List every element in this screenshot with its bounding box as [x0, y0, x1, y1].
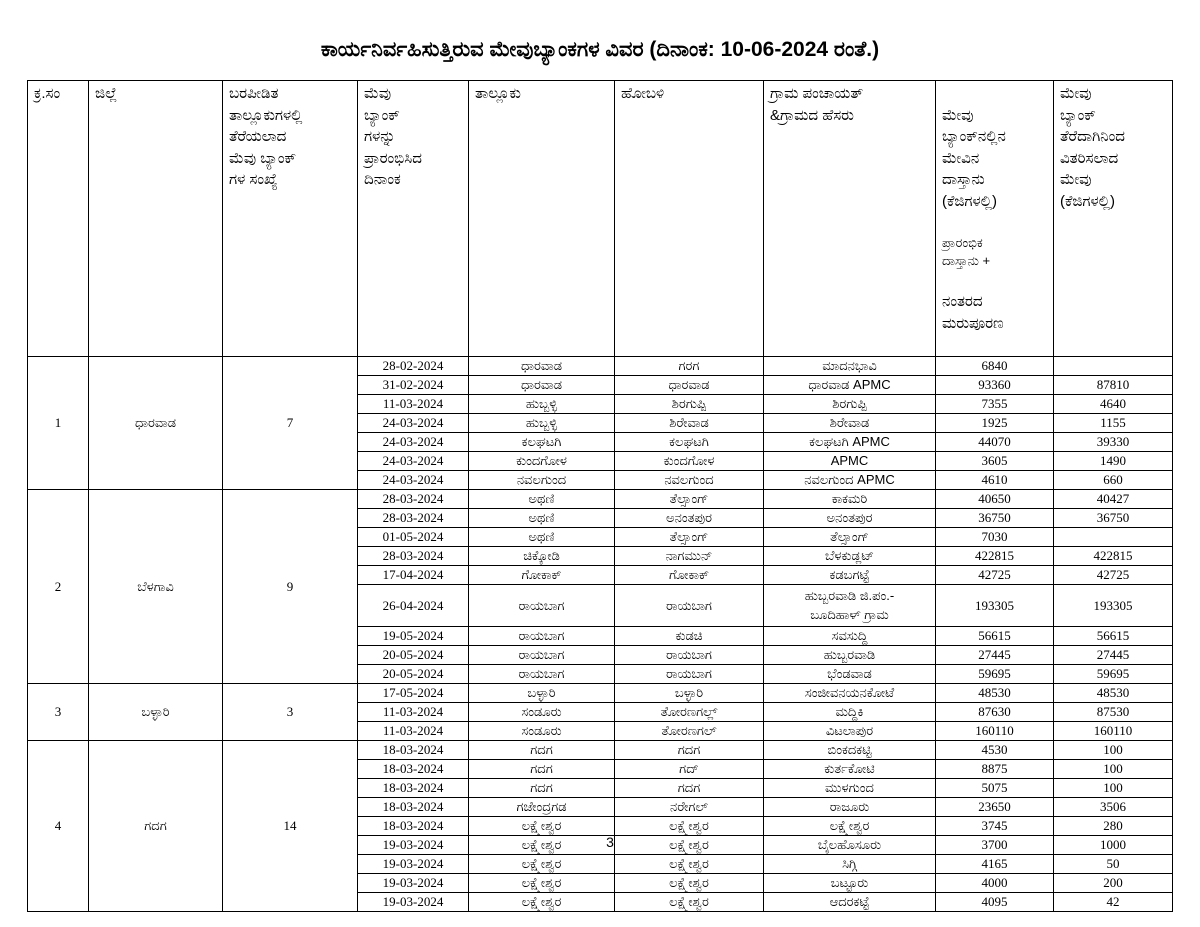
taluk-cell: ಲಕ್ಷ್ಮೇಶ್ವರ: [469, 873, 615, 892]
village-cell: ಬಟ್ಟೂರು: [764, 873, 936, 892]
hobli-cell: ಗದ್: [615, 759, 764, 778]
hobli-cell: ಶಿರಗುಪ್ಪಿ: [615, 394, 764, 413]
district-cell: ಧಾರವಾಡ: [89, 356, 223, 489]
fodder-distributed-cell: 1490: [1054, 451, 1173, 470]
fodder-distributed-cell: 193305: [1054, 584, 1173, 626]
hobli-cell: ಗದಗ: [615, 778, 764, 797]
taluk-cell: ಧಾರವಾಡ: [469, 356, 615, 375]
fodder-stock-cell: 422815: [936, 546, 1054, 565]
village-cell: ನವಲಗುಂದ APMC: [764, 470, 936, 489]
fodder-distributed-cell: 27445: [1054, 645, 1173, 664]
fodder-distributed-cell: 3506: [1054, 797, 1173, 816]
village-cell: ವಿಟಲಾಪುರ: [764, 721, 936, 740]
district-cell: ಬೆಳಗಾವಿ: [89, 489, 223, 683]
fodder-stock-cell: 93360: [936, 375, 1054, 394]
hobli-cell: ಲಕ್ಷ್ಮೇಶ್ವರ: [615, 873, 764, 892]
taluk-cell: ಲಕ್ಷ್ಮೇಶ್ವರ: [469, 835, 615, 854]
taluk-cell: ಲಕ್ಷ್ಮೇಶ್ವರ: [469, 892, 615, 911]
fodder-stock-cell: 3605: [936, 451, 1054, 470]
fodder-stock-cell: 44070: [936, 432, 1054, 451]
hobli-cell: ಕುಂದಗೋಳ: [615, 451, 764, 470]
fodder-stock-cell: 23650: [936, 797, 1054, 816]
taluk-cell: ಗದಗ: [469, 759, 615, 778]
fodder-stock-cell: 4000: [936, 873, 1054, 892]
start-date-cell: 31-02-2024: [358, 375, 469, 394]
serial-number-cell: 2: [28, 489, 89, 683]
hobli-cell: ತೋರಣಗಲ್: [615, 721, 764, 740]
fodder-distributed-cell: 87530: [1054, 702, 1173, 721]
start-date-cell: 26-04-2024: [358, 584, 469, 626]
table-row: [28, 356, 1173, 375]
village-cell: ಹುಬ್ಬರವಾಡಿ ಜಿ.ಪಂ.- ಬೂದಿಹಾಳ್ ಗ್ರಾಮ: [764, 584, 936, 626]
fodder-stock-cell: 5075: [936, 778, 1054, 797]
fodder-distributed-cell: 660: [1054, 470, 1173, 489]
fodder-distributed-cell: 42725: [1054, 565, 1173, 584]
taluk-cell: ಗದಗ: [469, 740, 615, 759]
taluk-cell: ಗೋಕಾಕ್: [469, 565, 615, 584]
fodder-stock-cell: 1925: [936, 413, 1054, 432]
hobli-cell: ನವಲಗುಂದ: [615, 470, 764, 489]
start-date-cell: 19-03-2024: [358, 892, 469, 911]
fodder-distributed-cell: 200: [1054, 873, 1173, 892]
fodder-bank-table: [27, 80, 1173, 912]
village-cell: ರಾಜೂರು: [764, 797, 936, 816]
village-cell: ಸವಸುದ್ದಿ: [764, 626, 936, 645]
fodder-stock-cell: 36750: [936, 508, 1054, 527]
fodder-distributed-cell: 280: [1054, 816, 1173, 835]
hobli-cell: ತೆಲ್ಸಾಂಗ್: [615, 527, 764, 546]
taluk-cell: ಲಕ್ಷ್ಮೇಶ್ವರ: [469, 854, 615, 873]
fodder-distributed-cell: 59695: [1054, 664, 1173, 683]
hobli-cell: ಶಿರೇವಾಡ: [615, 413, 764, 432]
fodder-distributed-cell: 40427: [1054, 489, 1173, 508]
taluk-cell: ಚಿಕ್ಕೋಡಿ: [469, 546, 615, 565]
taluk-cell: ಹುಬ್ಬಳ್ಳಿ: [469, 413, 615, 432]
hobli-cell: ಲಕ್ಷ್ಮೇಶ್ವರ: [615, 816, 764, 835]
fodder-stock-cell: 48530: [936, 683, 1054, 702]
fodder-distributed-cell: 1155: [1054, 413, 1173, 432]
taluk-cell: ಸಂಡೂರು: [469, 702, 615, 721]
start-date-cell: 18-03-2024: [358, 816, 469, 835]
fodder-stock-cell: 3745: [936, 816, 1054, 835]
hobli-cell: ತೆಲ್ಸಾಂಗ್: [615, 489, 764, 508]
hobli-cell: ರಾಯಬಾಗ: [615, 645, 764, 664]
fodder-distributed-cell: 422815: [1054, 546, 1173, 565]
start-date-cell: 19-03-2024: [358, 835, 469, 854]
taluk-cell: ರಾಯಬಾಗ: [469, 645, 615, 664]
table-row: [28, 740, 1173, 759]
taluk-cell: ಕುಂದಗೋಳ: [469, 451, 615, 470]
hobli-cell: ಕುಡಚಿ: [615, 626, 764, 645]
fodder-distributed-cell: 42: [1054, 892, 1173, 911]
village-cell: ಶಿರಗುಪ್ಪಿ: [764, 394, 936, 413]
start-date-cell: 28-03-2024: [358, 546, 469, 565]
taluk-cell: ಧಾರವಾಡ: [469, 375, 615, 394]
fodder-stock-cell: 27445: [936, 645, 1054, 664]
fodder-distributed-cell: 48530: [1054, 683, 1173, 702]
fodder-stock-cell: 7355: [936, 394, 1054, 413]
start-date-cell: 20-05-2024: [358, 645, 469, 664]
start-date-cell: 20-05-2024: [358, 664, 469, 683]
fodder-distributed-cell: [1054, 527, 1173, 546]
hobli-cell: ರಾಯಬಾಗ: [615, 584, 764, 626]
fodder-distributed-cell: 50: [1054, 854, 1173, 873]
hobli-cell: ಲಕ್ಷ್ಮೇಶ್ವರ: [615, 854, 764, 873]
column-header-hobli: ಹೋಬಳಿ: [615, 81, 764, 357]
start-date-cell: 18-03-2024: [358, 778, 469, 797]
column-header-village: ಗ್ರಾಮ ಪಂಚಾಯತ್ &ಗ್ರಾಮದ ಹೆಸರು: [764, 81, 936, 357]
taluk-cell: ಅಥಣಿ: [469, 489, 615, 508]
village-cell: ಧಾರವಾಡ APMC: [764, 375, 936, 394]
taluk-cell: ಹುಬ್ಬಳ್ಳಿ: [469, 394, 615, 413]
fodder-stock-cell: 59695: [936, 664, 1054, 683]
column-header-taluk: ತಾಲ್ಲೂಕು: [469, 81, 615, 357]
start-date-cell: 24-03-2024: [358, 413, 469, 432]
start-date-cell: 19-03-2024: [358, 854, 469, 873]
start-date-cell: 11-03-2024: [358, 702, 469, 721]
taluk-cell: ರಾಯಬಾಗ: [469, 584, 615, 626]
hobli-cell: ನರೇಗಲ್: [615, 797, 764, 816]
taluk-cell: ಸಂಡೂರು: [469, 721, 615, 740]
village-cell: ಸಿಗ್ಗಿ: [764, 854, 936, 873]
column-header-fodder-stock: [936, 81, 1054, 357]
bank-count-cell: 14: [223, 740, 358, 911]
fodder-stock-cell: 8875: [936, 759, 1054, 778]
column-header-serial-number: ಕ್ರ.ಸಂ: [28, 81, 89, 357]
taluk-cell: ಕಲಘಟಗಿ: [469, 432, 615, 451]
column-header-fodder-distributed: ಮೇವು ಬ್ಯಾಂಕ್ ತೆರೆದಾಗಿನಿಂದ ವಿತರಿಸಲಾದ ಮೇವು (ಕೆಜಿಗಳಲ್ಲಿ): [1054, 81, 1173, 357]
fodder-stock-cell: 193305: [936, 584, 1054, 626]
table-row: [28, 489, 1173, 508]
fodder-stock-cell: 3700: [936, 835, 1054, 854]
fodder-stock-cell: 56615: [936, 626, 1054, 645]
village-cell: ಅನಂತಪುರ: [764, 508, 936, 527]
page-number: 3: [606, 834, 614, 850]
hobli-cell: ಲಕ್ಷ್ಮೇಶ್ವರ: [615, 835, 764, 854]
village-cell: ಕುರ್ತಕೋಟಿ: [764, 759, 936, 778]
fodder-stock-header-rest: ನಂತರದ ಮರುಪೂರಣ: [942, 293, 1004, 332]
hobli-cell: ನಾಗಮುನ್: [615, 546, 764, 565]
column-header-start-date: ಮೆವು ಬ್ಯಾಂಕ್ ಗಳನ್ನು ಪ್ರಾರಂಭಿಸಿದ ದಿನಾಂಕ: [358, 81, 469, 357]
taluk-cell: ಅಥಣಿ: [469, 508, 615, 527]
village-cell: ಲಕ್ಷ್ಮೇಶ್ವರ: [764, 816, 936, 835]
taluk-cell: ಲಕ್ಷ್ಮೇಶ್ವರ: [469, 816, 615, 835]
village-cell: APMC: [764, 451, 936, 470]
hobli-cell: ಗೋಕಾಕ್: [615, 565, 764, 584]
serial-number-cell: 3: [28, 683, 89, 740]
start-date-cell: 28-02-2024: [358, 356, 469, 375]
fodder-stock-cell: 4165: [936, 854, 1054, 873]
start-date-cell: 01-05-2024: [358, 527, 469, 546]
taluk-cell: ರಾಯಬಾಗ: [469, 626, 615, 645]
start-date-cell: 28-03-2024: [358, 508, 469, 527]
village-cell: ಸಂಜೀವನಯನಕೋಟೆ: [764, 683, 936, 702]
district-cell: ಗದಗ: [89, 740, 223, 911]
fodder-stock-header-note: ಪ್ರಾರಂಭಿಕ ದಾಸ್ತಾನು +: [942, 234, 991, 268]
fodder-distributed-cell: 100: [1054, 778, 1173, 797]
fodder-distributed-cell: 39330: [1054, 432, 1173, 451]
village-cell: ಮಾದನಭಾವಿ: [764, 356, 936, 375]
fodder-stock-header-main: ಮೇವು ಬ್ಯಾಂಕ್‌ನಲ್ಲಿನ ಮೇವಿನ ದಾಸ್ತಾನು (ಕೆಜಿಗಳಲ್ಲಿ): [942, 106, 1006, 210]
hobli-cell: ಅನಂತಪುರ: [615, 508, 764, 527]
village-cell: ಕಡಬಗಟ್ಟೆ: [764, 565, 936, 584]
fodder-stock-cell: 4095: [936, 892, 1054, 911]
bank-count-cell: 9: [223, 489, 358, 683]
taluk-cell: ಬಳ್ಳಾರಿ: [469, 683, 615, 702]
start-date-cell: 19-05-2024: [358, 626, 469, 645]
start-date-cell: 19-03-2024: [358, 873, 469, 892]
village-cell: ಆದರಕಟ್ಟೆ: [764, 892, 936, 911]
village-cell: ಭೆಂಡವಾಡ: [764, 664, 936, 683]
fodder-distributed-cell: 160110: [1054, 721, 1173, 740]
village-cell: ತೆಲ್ಸಾಂಗ್: [764, 527, 936, 546]
bank-count-cell: 7: [223, 356, 358, 489]
start-date-cell: 24-03-2024: [358, 451, 469, 470]
fodder-stock-cell: 7030: [936, 527, 1054, 546]
fodder-distributed-cell: 4640: [1054, 394, 1173, 413]
table-row: [28, 683, 1173, 702]
start-date-cell: 17-04-2024: [358, 565, 469, 584]
fodder-distributed-cell: 100: [1054, 759, 1173, 778]
village-cell: ಬಿಂಕದಕಟ್ಟಿ: [764, 740, 936, 759]
header-row: [28, 81, 1173, 357]
hobli-cell: ಗರಗ: [615, 356, 764, 375]
start-date-cell: 17-05-2024: [358, 683, 469, 702]
village-cell: ಬೆಳಕುಡ್ಲಟ್: [764, 546, 936, 565]
hobli-cell: ಧಾರವಾಡ: [615, 375, 764, 394]
start-date-cell: 24-03-2024: [358, 432, 469, 451]
taluk-cell: ಗದಗ: [469, 778, 615, 797]
fodder-distributed-cell: 1000: [1054, 835, 1173, 854]
taluk-cell: ಗಜೇಂದ್ರಗಡ: [469, 797, 615, 816]
start-date-cell: 18-03-2024: [358, 740, 469, 759]
village-cell: ಕಾಕಮರಿ: [764, 489, 936, 508]
fodder-stock-cell: 40650: [936, 489, 1054, 508]
fodder-distributed-cell: 87810: [1054, 375, 1173, 394]
document-title: ಕಾರ್ಯನಿರ್ವಹಿಸುತ್ತಿರುವ ಮೇವುಬ್ಯಾಂಕಗಳ ವಿವರ (ದಿನಾಂಕ: 10-06-2024 ರಂತೆ.): [320, 38, 880, 61]
district-cell: ಬಳ್ಳಾರಿ: [89, 683, 223, 740]
column-header-district: ಜಿಲ್ಲೆ: [89, 81, 223, 357]
bank-count-cell: 3: [223, 683, 358, 740]
fodder-stock-cell: 6840: [936, 356, 1054, 375]
fodder-stock-cell: 4530: [936, 740, 1054, 759]
hobli-cell: ರಾಯಬಾಗ: [615, 664, 764, 683]
village-cell: ಶಿರೇವಾಡ: [764, 413, 936, 432]
serial-number-cell: 4: [28, 740, 89, 911]
fodder-distributed-cell: 36750: [1054, 508, 1173, 527]
fodder-stock-cell: 42725: [936, 565, 1054, 584]
hobli-cell: ಗದಗ: [615, 740, 764, 759]
hobli-cell: ಲಕ್ಷ್ಮೇಶ್ವರ: [615, 892, 764, 911]
fodder-distributed-cell: [1054, 356, 1173, 375]
fodder-stock-cell: 87630: [936, 702, 1054, 721]
start-date-cell: 11-03-2024: [358, 721, 469, 740]
village-cell: ಹುಬ್ಬರವಾಡಿ: [764, 645, 936, 664]
fodder-stock-cell: 4610: [936, 470, 1054, 489]
hobli-cell: ತೋರಣಗಲ್ಲ್: [615, 702, 764, 721]
start-date-cell: 28-03-2024: [358, 489, 469, 508]
village-cell: ಕಲಘಟಗಿ APMC: [764, 432, 936, 451]
start-date-cell: 18-03-2024: [358, 797, 469, 816]
village-cell: ಬೈಲಹೊಸೂರು: [764, 835, 936, 854]
taluk-cell: ರಾಯಬಾಗ: [469, 664, 615, 683]
taluk-cell: ನವಲಗುಂದ: [469, 470, 615, 489]
hobli-cell: ಬಳ್ಳಾರಿ: [615, 683, 764, 702]
village-cell: ಮುಳಗುಂದ: [764, 778, 936, 797]
start-date-cell: 11-03-2024: [358, 394, 469, 413]
fodder-stock-cell: 160110: [936, 721, 1054, 740]
serial-number-cell: 1: [28, 356, 89, 489]
start-date-cell: 24-03-2024: [358, 470, 469, 489]
hobli-cell: ಕಲಘಟಗಿ: [615, 432, 764, 451]
table-body: [28, 356, 1173, 911]
start-date-cell: 18-03-2024: [358, 759, 469, 778]
village-cell: ಮದ್ದಿಕಿ: [764, 702, 936, 721]
taluk-cell: ಅಥಣಿ: [469, 527, 615, 546]
fodder-distributed-cell: 56615: [1054, 626, 1173, 645]
column-header-bank-count: ಬರಪೀಡಿತ ತಾಲ್ಲೂಕುಗಳಲ್ಲಿ ತೆರೆಯಲಾದ ಮೆವು ಬ್ಯಾಂಕ್ ಗಳ ಸಂಖ್ಯೆ: [223, 81, 358, 357]
fodder-distributed-cell: 100: [1054, 740, 1173, 759]
